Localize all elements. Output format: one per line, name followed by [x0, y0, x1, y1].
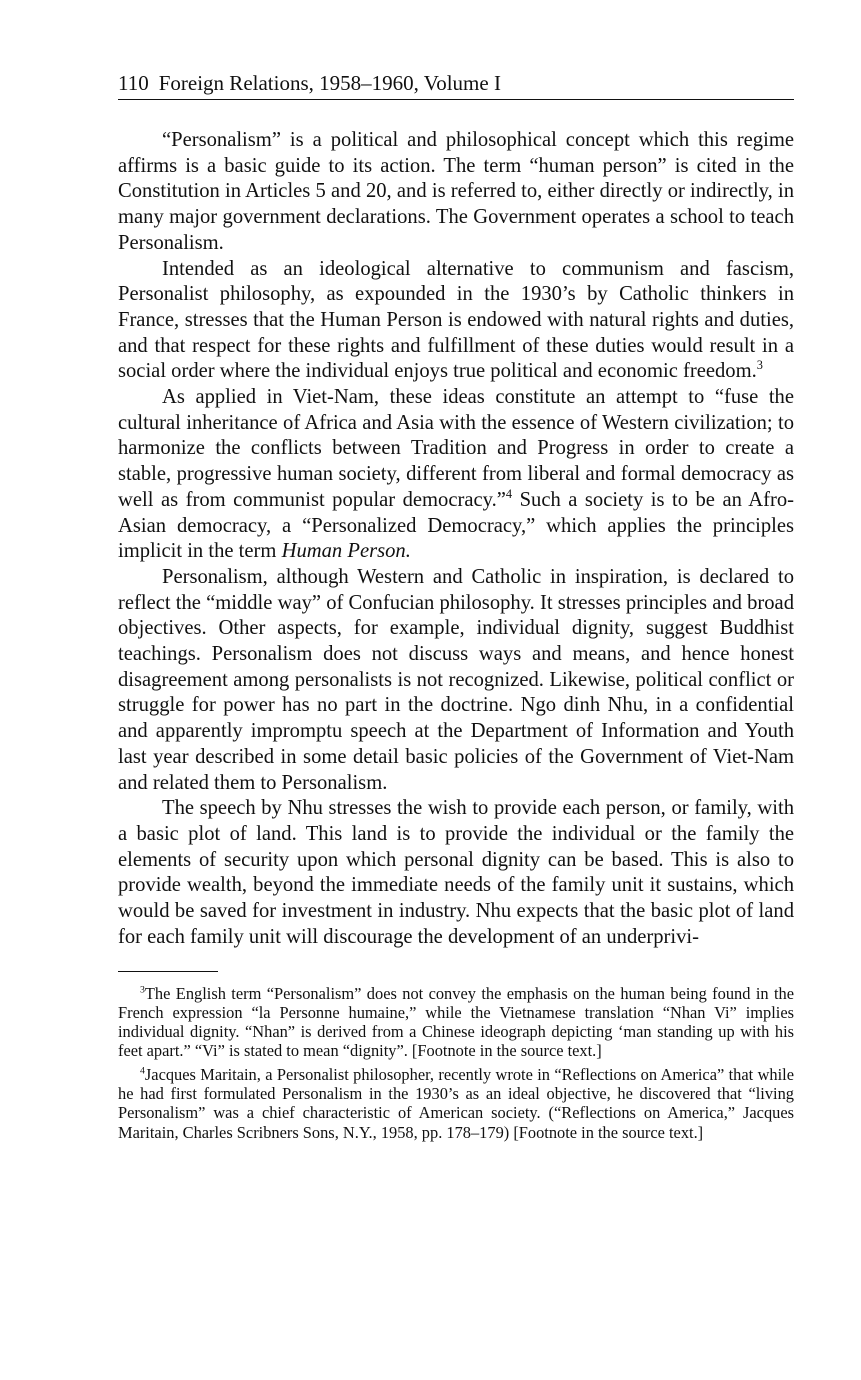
footnote-marker: 4: [140, 1065, 145, 1077]
running-title: Foreign Relations, 1958–1960, Volume I: [158, 71, 501, 95]
paragraph: Personalism, although Western and Catholic in inspiration, is declared to reflect the “middle way” of Confucian philosophy. It stresses principles and broad objectives. Other aspects, for example, individual dignity, suggest Buddhist teachings. Personalism does not discuss ways and means, and hence honest disagreement among personalists is not recognized. Likewise, political conflict or struggle for power has no part in the doctrine. Ngo dinh Nhu, in a confidential and apparently impromptu speech at the Department of Information and Youth last year described in some detail basic policies of the Government of Viet-Nam and related them to Personalism.: [118, 565, 794, 794]
paragraph-text: As applied in Viet-Nam, these ideas constitute an attempt to “fuse the cultural inheritance of Africa and Asia with the essence of Western civilization; to harmonize the conflicts between Tradition and Progress in order to create a stable, progressive human society, different from liberal and formal democracy as well as from communist popular democracy.”: [118, 386, 794, 511]
footnote-marker: 3: [140, 984, 145, 996]
paragraph: [118, 257, 794, 386]
paragraph: The speech by Nhu stresses the wish to provide each person, or family, with a basic plot of land. This land is to provide the individual or the family the elements of security upon which personal dignity can be based. This is also to provide wealth, beyond the immediate needs of the family unit it sustains, which would be saved for investment in industry. Nhu expects that the basic plot of land for each family unit will discourage the development of an underprivi-: [118, 797, 794, 948]
footnote-text: The English term “Personalism” does not convey the emphasis on the human being found in the French expression “la Personne humaine,” while the Vietnamese translation “Nhan Vi” implies individual dignity. “Nhan” is derived from a Chinese ideograph depicting ‘man standing up with his feet apart.” “Vi” is stated to mean “dignity”. [Footnote in the source text.]: [118, 983, 794, 1061]
document-page: [118, 70, 794, 1146]
page-number: 110: [118, 71, 149, 95]
paragraph-text: Such a society is to be an Afro-Asian democracy, a “Personalized Democracy,” which applies the principles implicit in the term: [118, 488, 794, 563]
footnote-reference: 4: [505, 486, 513, 501]
body-text: [118, 128, 794, 951]
footnote: [118, 984, 794, 1061]
paragraph: [118, 385, 794, 565]
footnote-divider: [118, 971, 218, 972]
footnotes: [118, 984, 794, 1142]
footnote-text: Jacques Maritain, a Personalist philosopher, recently wrote in “Reflections on America” that while he had first formulated Personalism in the 1930’s as an ideal objective, he discovered that “living Personalism” was a chief characteristic of American society. (“Reflections on America,” Jacques Maritain, Charles Scribners Sons, N.Y., 1958, pp. 178–179) [Footnote in the source text.]: [118, 1064, 794, 1142]
footnote: [118, 1065, 794, 1142]
paragraph: “Personalism” is a political and philosophical concept which this regime affirms is a basic guide to its action. The term “human person” is cited in the Constitution in Articles 5 and 20, and is referred to, either directly or indirectly, in many major government declarations. The Government operates a school to teach Personalism.: [118, 129, 794, 254]
italic-term: Human Person.: [281, 540, 411, 563]
footnote-reference: 3: [756, 358, 763, 373]
running-head: [118, 70, 794, 100]
paragraph-text: Intended as an ideological alternative to communism and fascism, Personalist philosophy, as expounded in the 1930’s by Catholic thinkers in France, stresses that the Human Person is endowed with natural rights and duties, and that respect for these rights and fulfillment of these duties would result in a social order where the individual enjoys true political and economic freedom.: [118, 257, 794, 383]
